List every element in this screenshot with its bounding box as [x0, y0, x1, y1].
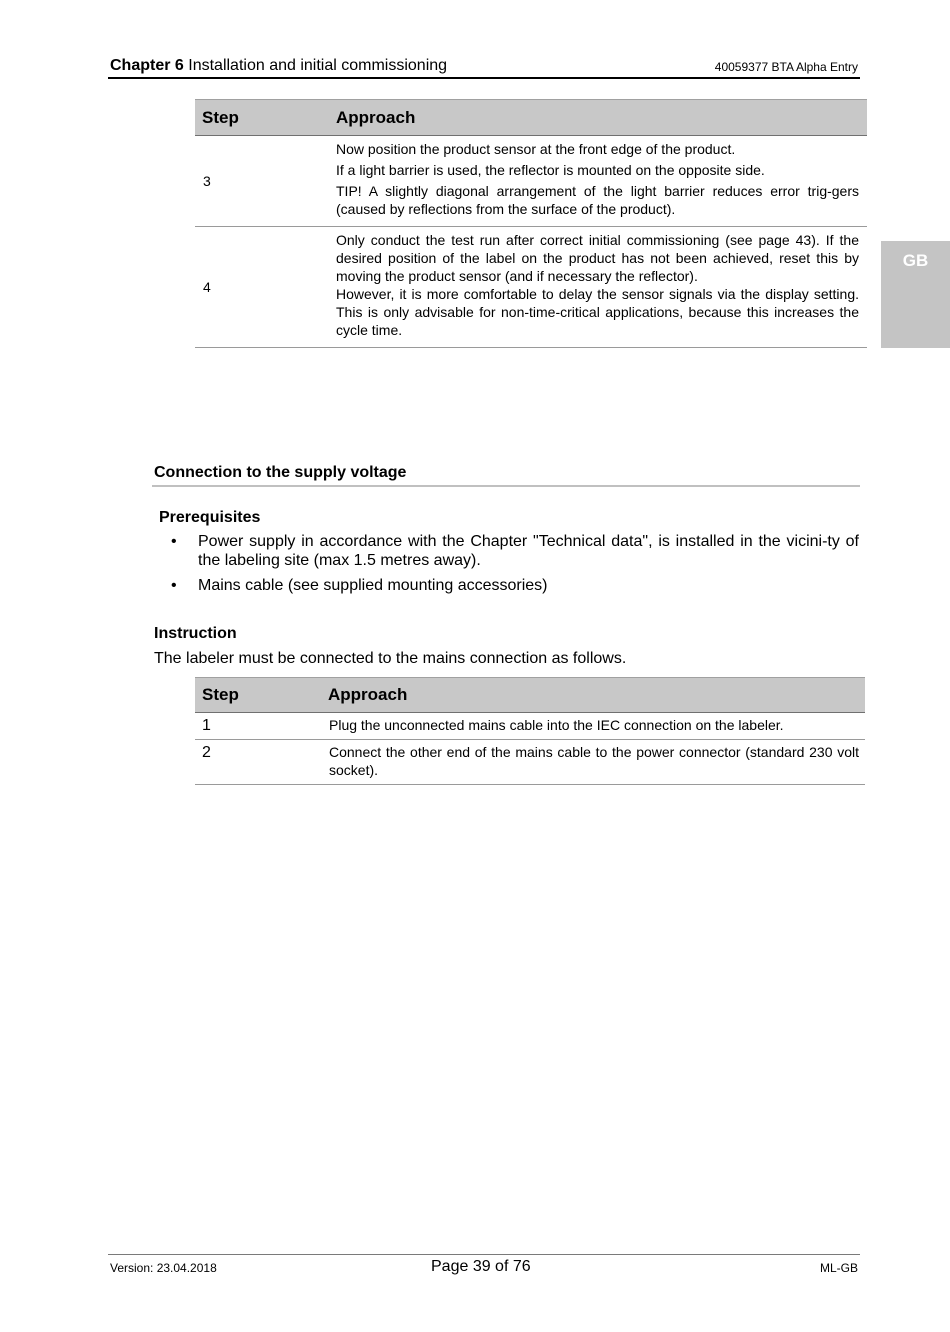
list-item — [154, 576, 859, 595]
column-header-approach: Approach — [321, 678, 865, 713]
approach-tip: TIP! A slightly diagonal arrangement of the light barrier reduces error trig-gers (caused by reflections from the surface of the product). — [336, 183, 859, 217]
table-header-row — [195, 678, 865, 713]
step-number: 3 — [195, 136, 329, 227]
step-number: 1 — [195, 713, 321, 740]
list-item — [154, 532, 859, 570]
approach-paragraph: If a light barrier is used, the reflector is mounted on the opposite side. — [336, 162, 765, 178]
table-row — [195, 713, 865, 740]
language-tab — [881, 241, 950, 348]
table-header-row — [195, 100, 867, 136]
step-approach: Connect the other end of the mains cable to the power connector (standard 230 volt socket). — [321, 740, 865, 785]
language-tab-label: GB — [902, 251, 929, 270]
step-number: 2 — [195, 740, 321, 785]
approach-paragraph: Now position the product sensor at the front edge of the product. — [336, 141, 736, 157]
column-header-approach: Approach — [329, 100, 867, 136]
table-row — [195, 136, 867, 227]
prerequisites-heading: Prerequisites — [159, 509, 261, 526]
step-approach — [329, 136, 867, 227]
bullet-icon: • — [171, 577, 177, 594]
approach-paragraph: Only conduct the test run after correct initial commissioning (see page 43). If the desired position of the label on the product has not been achieved, reset this by moving the product sensor (and if necessary the reflector). — [336, 232, 859, 284]
table-row — [195, 740, 865, 785]
prerequisites-list — [154, 532, 859, 601]
step-number: 4 — [195, 227, 329, 348]
table-row — [195, 227, 867, 348]
footer-divider — [108, 1254, 860, 1255]
step-approach: Plug the unconnected mains cable into the IEC connection on the labeler. — [321, 713, 865, 740]
page-header-chapter — [110, 56, 447, 76]
section-title: Connection to the supply voltage — [154, 464, 407, 481]
document-id: 40059377 BTA Alpha Entry — [714, 60, 858, 74]
list-item-text: Power supply in accordance with the Chapter "Technical data", is installed in the vicini-ty of the labeling site (max 1.5 metres away). — [198, 533, 859, 569]
footer-page-number: Page 39 of 76 — [431, 1258, 531, 1275]
instruction-text: The labeler must be connected to the mains connection as follows. — [154, 650, 627, 667]
list-item-text: Mains cable (see supplied mounting accessories) — [198, 577, 548, 594]
instruction-heading: Instruction — [154, 625, 237, 642]
approach-paragraph: However, it is more comfortable to delay the sensor signals via the display setting. This is only advisable for non-time-critical applications, because this increases the cycle time. — [336, 286, 859, 338]
step-approach — [329, 227, 867, 348]
steps-table-sensor — [195, 99, 867, 348]
chapter-title: Installation and initial commissioning — [188, 57, 448, 74]
steps-table-mains — [195, 677, 865, 785]
column-header-step: Step — [195, 678, 321, 713]
column-header-step: Step — [195, 100, 329, 136]
bullet-icon: • — [171, 533, 177, 550]
footer-version: Version: 23.04.2018 — [110, 1261, 217, 1275]
chapter-number: Chapter 6 — [110, 57, 184, 74]
footer-code: ML-GB — [819, 1261, 858, 1275]
section-divider — [152, 485, 860, 487]
header-divider — [108, 77, 860, 79]
